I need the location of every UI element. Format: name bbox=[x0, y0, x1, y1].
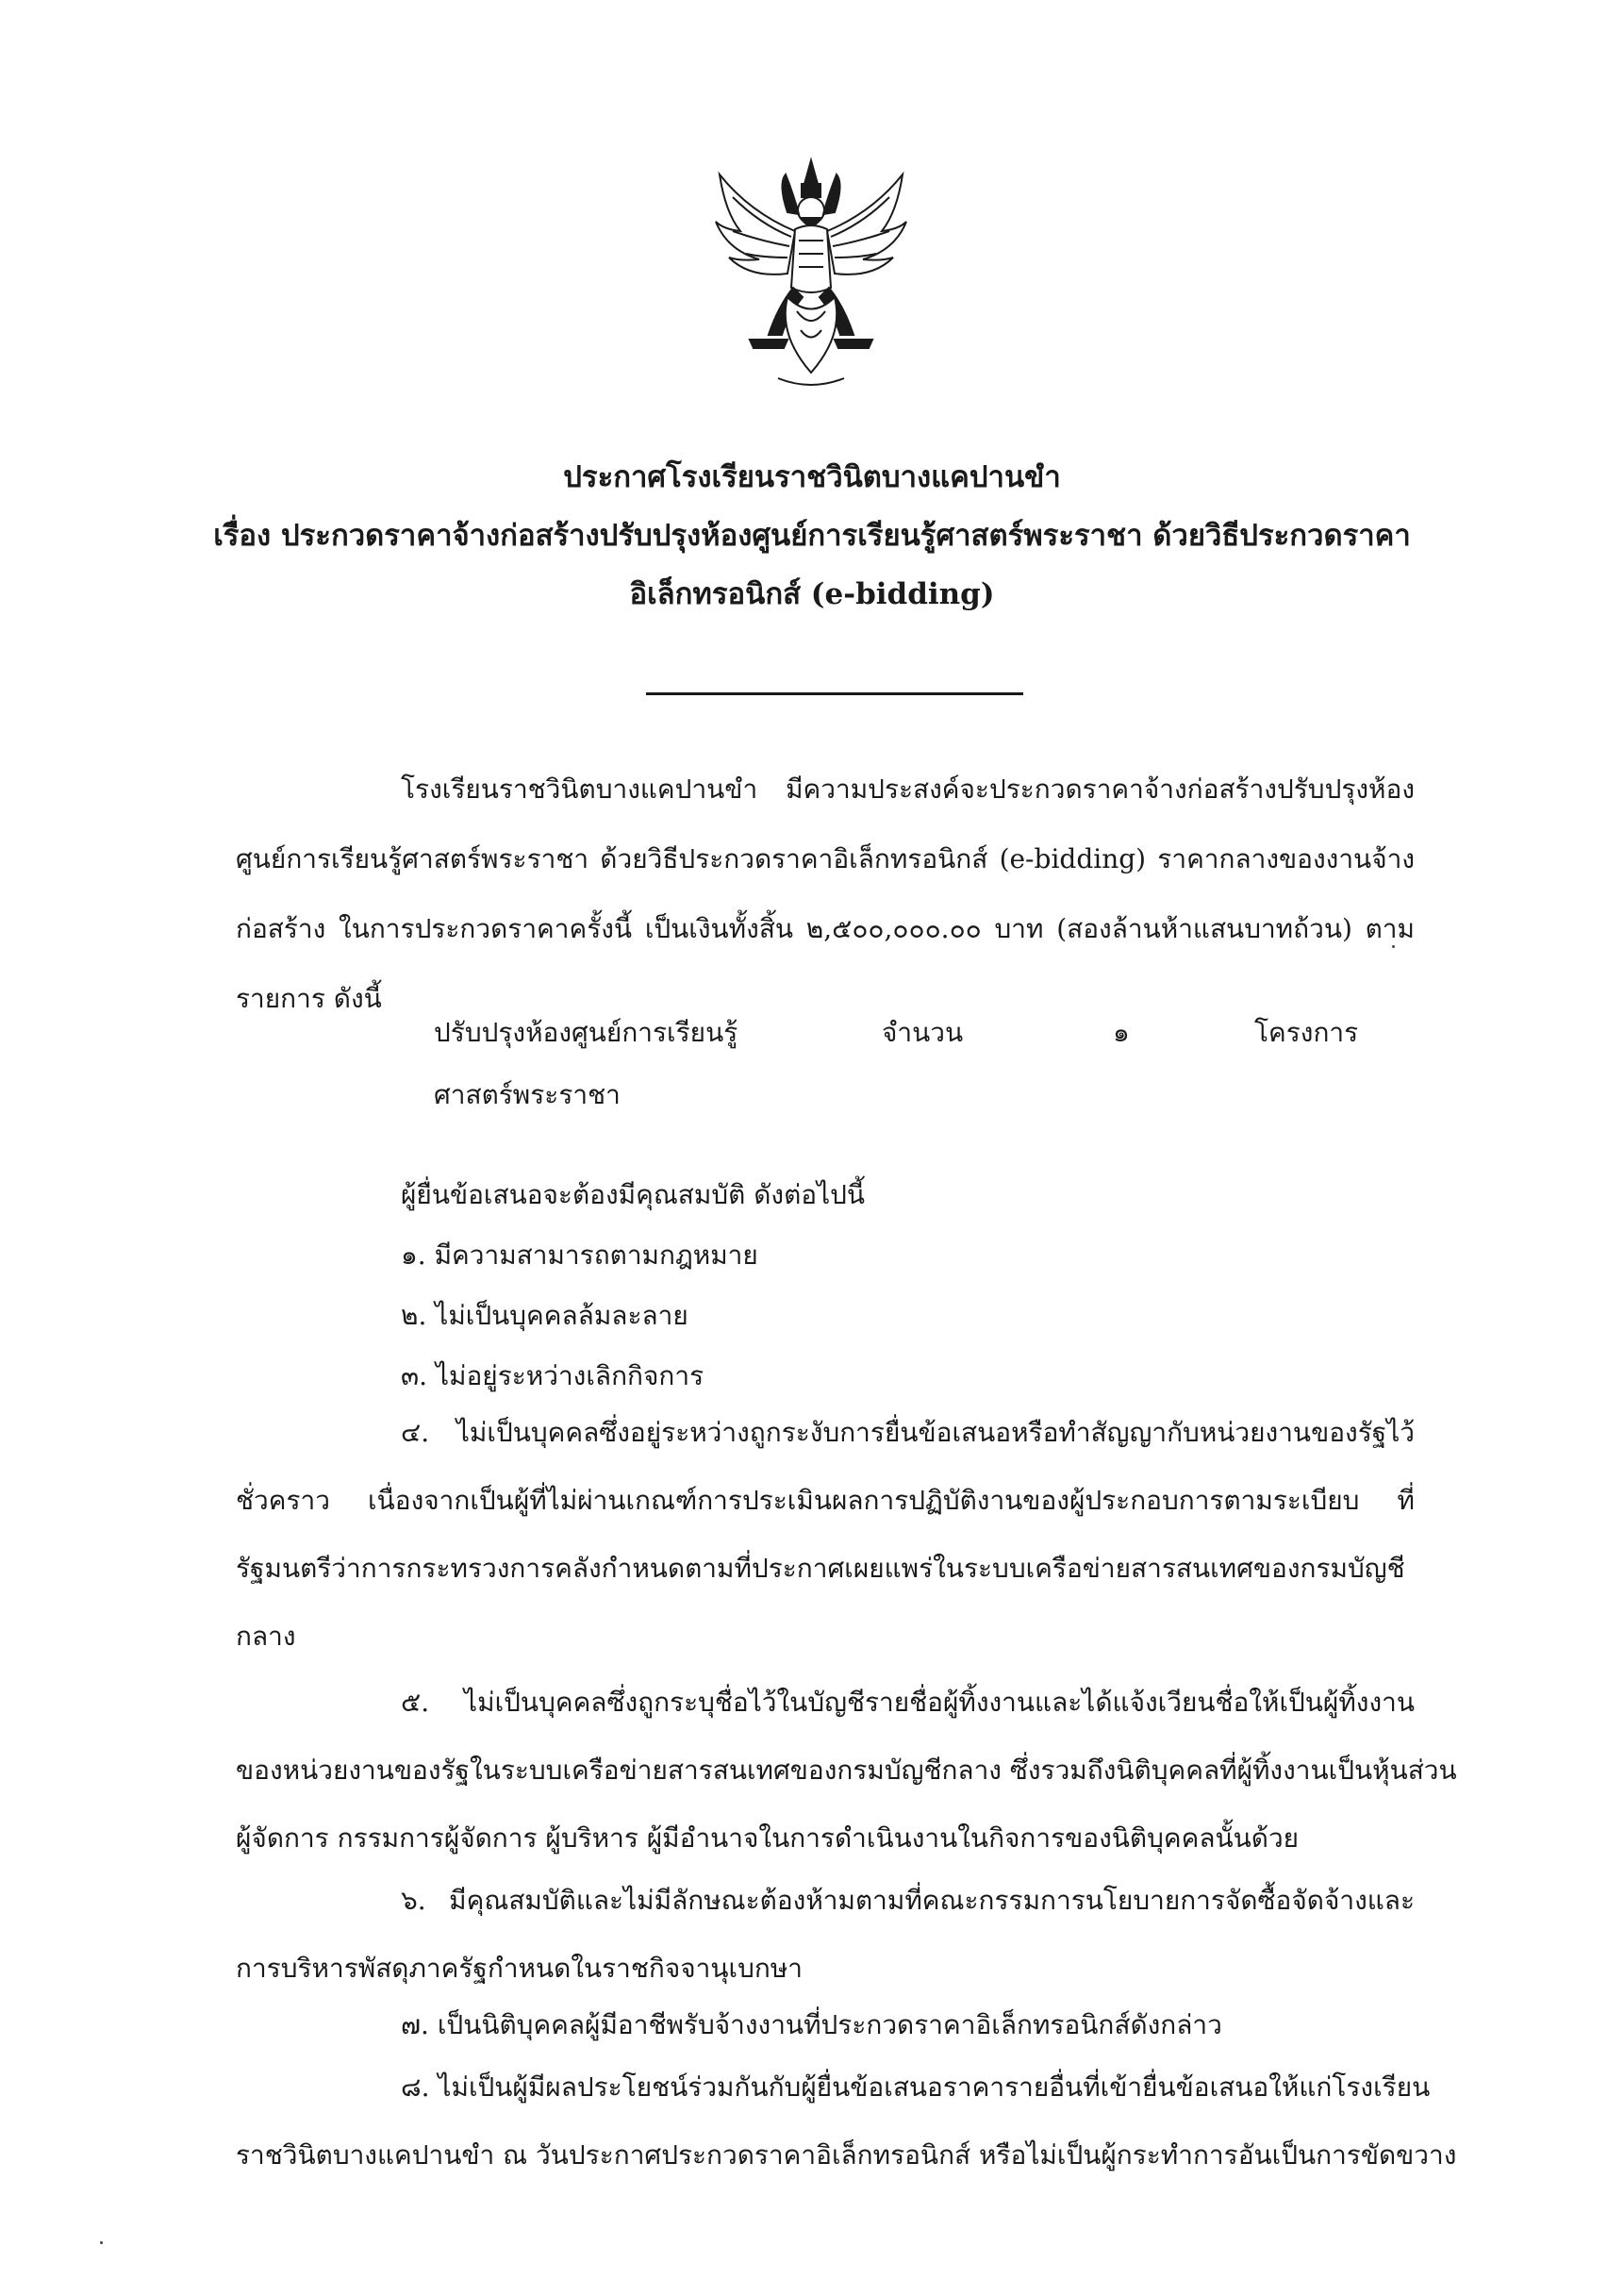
qualification-item-continued: กลาง bbox=[236, 1621, 296, 1652]
item-quantity-label: จำนวน bbox=[882, 1017, 964, 1048]
qualification-item-continued: รัฐมนตรีว่าการกระทรวงการคลังกำหนดตามที่ประกาศเผยแพร่ในระบบเครือข่ายสารสนเทศของกรมบัญชี bbox=[236, 1553, 1405, 1584]
scan-speck bbox=[1392, 945, 1395, 948]
qualification-item: ๕. ไม่เป็นบุคคลซึ่งถูกระบุชื่อไว้ในบัญชีรายชื่อผู้ทิ้งงานและได้แจ้งเวียนชื่อให้เป็นผู้ทิ้งงาน bbox=[401, 1687, 1415, 1718]
scan-speck bbox=[100, 2241, 103, 2244]
qualification-item-continued: ราชวินิตบางแคปานขำ ณ วันประกาศประกวดราคาอิเล็กทรอนิกส์ หรือไม่เป็นผู้กระทำการอันเป็นการขัดขวาง bbox=[236, 2139, 1457, 2171]
qualification-item-continued: ของหน่วยงานของรัฐในระบบเครือข่ายสารสนเทศของกรมบัญชีกลาง ซึ่งรวมถึงนิติบุคคลที่ผู้ทิ้งงานเป็นหุ้นส่วน bbox=[236, 1755, 1457, 1786]
document-subject: เรื่อง ประกวดราคาจ้างก่อสร้างปรับปรุงห้องศูนย์การเรียนรู้ศาสตร์พระราชา ด้วยวิธีประกวดราคา bbox=[213, 519, 1411, 553]
title-divider bbox=[646, 692, 1023, 695]
item-name: ปรับปรุงห้องศูนย์การเรียนรู้ bbox=[434, 1017, 738, 1048]
qualification-item: ๓. ไม่อยู่ระหว่างเลิกกิจการ bbox=[401, 1360, 704, 1391]
qualification-item-continued: ชั่วคราว เนื่องจากเป็นผู้ที่ไม่ผ่านเกณฑ์การประเมินผลการปฏิบัติงานของผู้ประกอบการตามระเบียบ ที่ bbox=[236, 1485, 1415, 1516]
qualifications-heading: ผู้ยื่นข้อเสนอจะต้องมีคุณสมบัติ ดังต่อไปนี้ bbox=[401, 1179, 866, 1210]
garuda-emblem-icon bbox=[712, 156, 910, 391]
item-quantity: ๑ bbox=[1113, 1017, 1130, 1048]
qualification-item: ๘. ไม่เป็นผู้มีผลประโยชน์ร่วมกันกับผู้ยื่นข้อเสนอราคารายอื่นที่เข้ายื่นข้อเสนอให้แก่โรงเรียน bbox=[401, 2071, 1431, 2103]
qualification-item: ๔. ไม่เป็นบุคคลซึ่งอยู่ระหว่างถูกระงับการยื่นข้อเสนอหรือทำสัญญากับหน่วยงานของรัฐไว้ bbox=[401, 1417, 1415, 1448]
qualification-item-continued: การบริหารพัสดุภาครัฐกำหนดในราชกิจจานุเบกษา bbox=[236, 1953, 804, 1984]
intro-line: ก่อสร้าง ในการประกวดราคาครั้งนี้ เป็นเงินทั้งสิ้น ๒,๕๐๐,๐๐๐.๐๐ บาท (สองล้านห้าแสนบาทถ้วน) ตาม bbox=[236, 913, 1415, 944]
intro-line: รายการ ดังนี้ bbox=[236, 983, 382, 1014]
item-unit: โครงการ bbox=[1254, 1017, 1359, 1048]
qualification-item-continued: ผู้จัดการ กรรมการผู้จัดการ ผู้บริหาร ผู้มีอำนาจในการดำเนินงานในกิจการของนิติบุคคลนั้นด้วย bbox=[236, 1822, 1300, 1854]
intro-line: โรงเรียนราชวินิตบางแคปานขำ มีความประสงค์จะประกวดราคาจ้างก่อสร้างปรับปรุงห้อง bbox=[401, 774, 1415, 805]
document-title: ประกาศโรงเรียนราชวินิตบางแคปานขำ bbox=[563, 460, 1061, 494]
item-name-continued: ศาสตร์พระราชา bbox=[434, 1079, 621, 1110]
qualification-item: ๑. มีความสามารถตามกฎหมาย bbox=[401, 1240, 758, 1271]
qualification-item: ๖. มีคุณสมบัติและไม่มีลักษณะต้องห้ามตามที่คณะกรรมการนโยบายการจัดซื้อจัดจ้างและ bbox=[401, 1885, 1415, 1916]
qualification-item: ๗. เป็นนิติบุคคลผู้มีอาชีพรับจ้างงานที่ประกวดราคาอิเล็กทรอนิกส์ดังกล่าว bbox=[401, 2009, 1222, 2040]
document-subject-continued: อิเล็กทรอนิกส์ (e-bidding) bbox=[629, 577, 995, 611]
intro-line: ศูนย์การเรียนรู้ศาสตร์พระราชา ด้วยวิธีประกวดราคาอิเล็กทรอนิกส์ (e-bidding) ราคากลางของงานจ้าง bbox=[236, 843, 1415, 874]
qualification-item: ๒. ไม่เป็นบุคคลล้มละลาย bbox=[401, 1300, 688, 1331]
